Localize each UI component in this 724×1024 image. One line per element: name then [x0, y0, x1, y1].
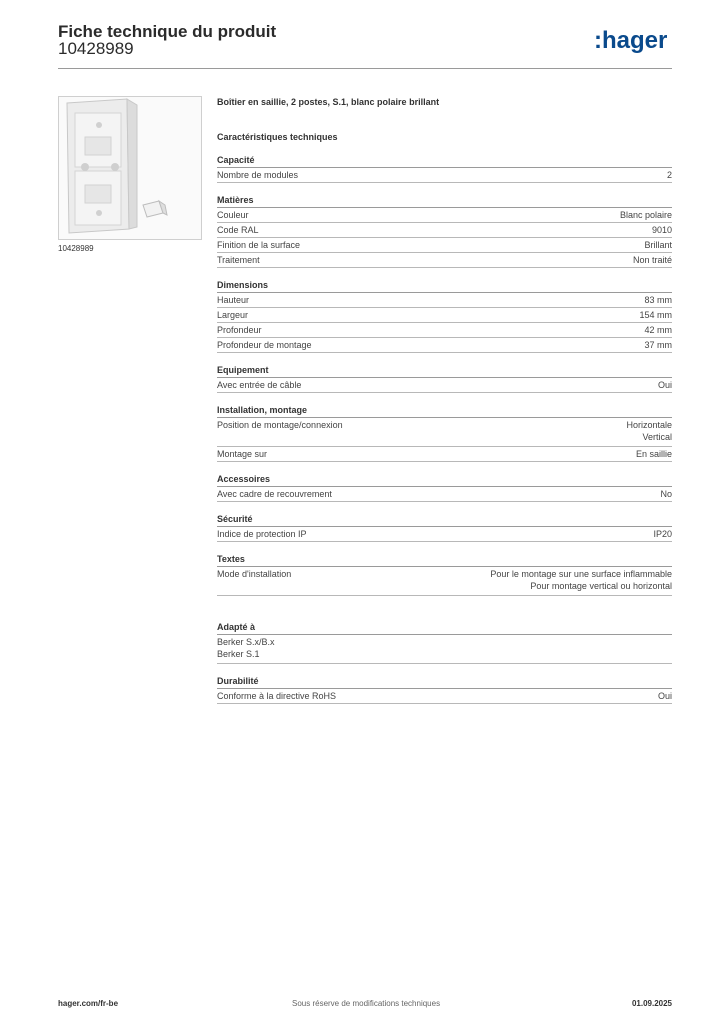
spec-label: Code RAL [217, 225, 259, 235]
product-image [58, 96, 202, 240]
spec-value-line: Pour le montage sur une surface inflammable [490, 569, 672, 579]
section-adapte [217, 621, 672, 664]
spec-value: Oui [657, 691, 672, 701]
spec-label: Finition de la surface [217, 240, 301, 250]
spec-row [217, 447, 672, 462]
spec-row [217, 323, 672, 338]
spec-row [217, 253, 672, 268]
spec-label: Indice de protection IP [217, 529, 307, 539]
spec-value: Oui [657, 380, 672, 390]
section-title: Dimensions [217, 279, 672, 293]
spec-label: Profondeur de montage [217, 340, 312, 350]
spec-label: Nombre de modules [217, 170, 299, 180]
compatible-item: Berker S.1 [217, 649, 260, 659]
spec-value: 9010 [651, 225, 672, 235]
section-title: Installation, montage [217, 404, 672, 418]
spec-label: Largeur [217, 310, 249, 320]
spec-label: Conforme à la directive RoHS [217, 691, 337, 701]
spec-content [217, 96, 672, 704]
section-equipement [217, 364, 672, 393]
section-title: Adapté à [217, 621, 672, 635]
spec-row [217, 418, 672, 447]
spec-row [217, 308, 672, 323]
spec-label: Position de montage/connexion [217, 420, 343, 430]
hager-logo[interactable] [594, 26, 674, 56]
section-title: Durabilité [217, 675, 672, 689]
spec-value: No [660, 489, 672, 499]
spec-row [217, 487, 672, 502]
spec-row [217, 338, 672, 353]
section-title: Accessoires [217, 473, 672, 487]
spec-value: 42 mm [644, 325, 672, 335]
spec-value-line: Vertical [642, 432, 672, 442]
section-title: Capacité [217, 154, 672, 168]
section-accessoires [217, 473, 672, 502]
spec-value: 2 [666, 170, 672, 180]
spec-value: IP20 [653, 529, 672, 539]
section-title: Equipement [217, 364, 672, 378]
spec-label: Profondeur [217, 325, 262, 335]
page-title: Fiche technique du produit [58, 22, 277, 41]
spec-value: 154 mm [639, 310, 672, 320]
spec-row [217, 168, 672, 183]
spec-row [217, 238, 672, 253]
section-title: Sécurité [217, 513, 672, 527]
section-securite [217, 513, 672, 542]
image-caption: 10428989 [58, 244, 94, 253]
section-capacite [217, 154, 672, 183]
spec-row [217, 527, 672, 542]
section-matieres [217, 194, 672, 268]
section-installation [217, 404, 672, 462]
spec-value [626, 419, 672, 445]
spec-value: Non traité [632, 255, 672, 265]
product-code: 10428989 [58, 39, 134, 58]
spec-row [217, 689, 672, 704]
spec-label: Montage sur [217, 449, 268, 459]
spec-value [490, 568, 672, 594]
spec-value-line: Pour montage vertical ou horizontal [530, 581, 672, 591]
spec-row [217, 293, 672, 308]
footer-notice: Sous réserve de modifications techniques [292, 999, 441, 1008]
spec-label: Avec entrée de câble [217, 380, 302, 390]
section-dimensions [217, 279, 672, 353]
logo-text: :hager [594, 27, 668, 54]
spec-value: 83 mm [644, 295, 672, 305]
spec-value: 37 mm [644, 340, 672, 350]
spec-label: Traitement [217, 255, 260, 265]
spec-value: Blanc polaire [619, 210, 672, 220]
spec-label: Mode d'installation [217, 569, 292, 579]
section-title: Matières [217, 194, 672, 208]
spec-label: Couleur [217, 210, 249, 220]
spec-value-line: Horizontale [626, 420, 672, 430]
section-durabilite [217, 675, 672, 704]
footer-website-link[interactable]: hager.com/fr-be [58, 999, 119, 1008]
header-divider [58, 68, 672, 69]
section-textes [217, 553, 672, 596]
product-description: Boîtier en saillie, 2 postes, S.1, blanc polaire brillant [217, 97, 440, 107]
spec-row [217, 223, 672, 238]
footer-date: 01.09.2025 [631, 999, 672, 1008]
spec-row [217, 635, 672, 664]
spec-value: Brillant [644, 240, 672, 250]
spec-value: En saillie [635, 449, 672, 459]
spec-row [217, 567, 672, 596]
spec-row [217, 208, 672, 223]
spec-row [217, 378, 672, 393]
spec-label: Avec cadre de recouvrement [217, 489, 332, 499]
tech-heading: Caractéristiques techniques [217, 132, 338, 142]
compatible-item: Berker S.x/B.x [217, 637, 275, 647]
spec-label: Hauteur [217, 295, 250, 305]
product-illustration [59, 97, 201, 239]
section-title: Textes [217, 553, 672, 567]
